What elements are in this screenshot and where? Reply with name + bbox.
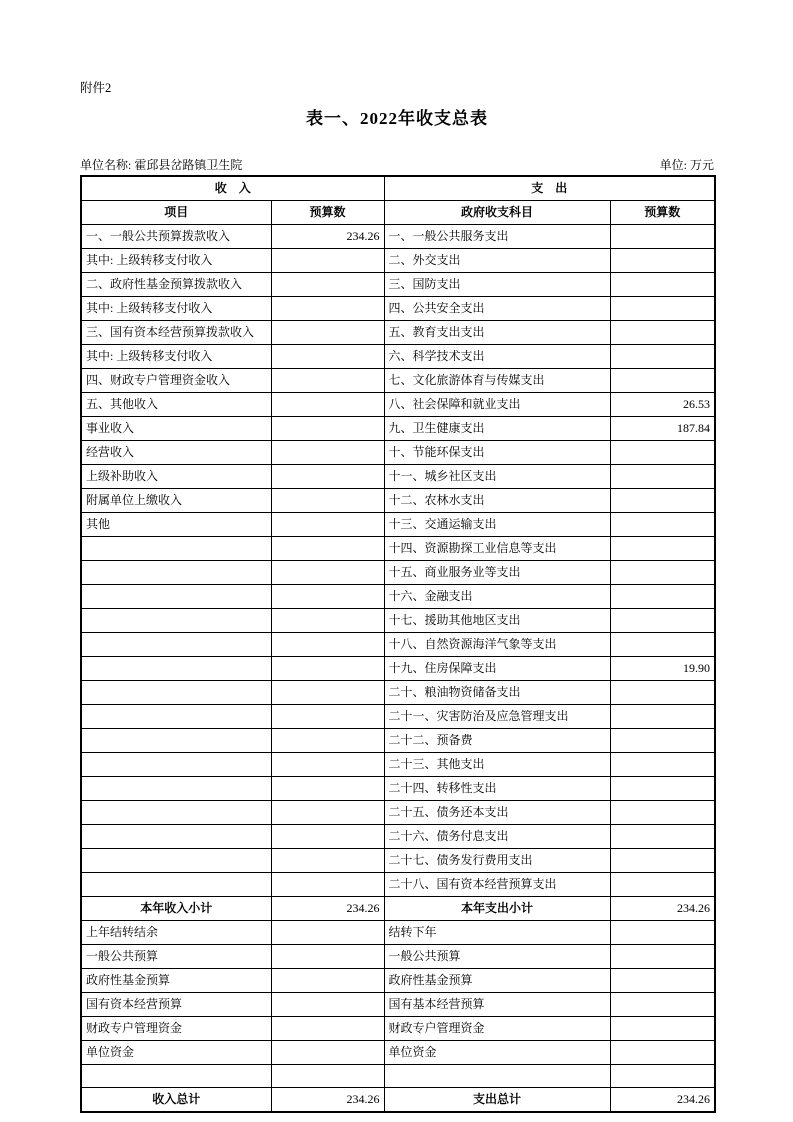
income-item-cell: 其中: 上级转移支付收入 <box>81 345 271 369</box>
income-value-cell <box>271 969 384 993</box>
expenditure-value-cell <box>610 801 715 825</box>
expenditure-value-cell <box>610 969 715 993</box>
table-row <box>81 681 715 705</box>
expenditure-item-cell: 二十三、其他支出 <box>384 753 610 777</box>
income-value-cell <box>271 369 384 393</box>
income-value-cell: 234.26 <box>271 1088 384 1113</box>
expenditure-value-cell <box>610 825 715 849</box>
col-header-income-item: 项目 <box>81 201 271 225</box>
expenditure-value-cell <box>610 753 715 777</box>
table-row <box>81 657 715 681</box>
income-item-cell: 一般公共预算 <box>81 945 271 969</box>
expenditure-value-cell: 234.26 <box>610 1088 715 1113</box>
income-value-cell <box>271 777 384 801</box>
meta-row <box>80 156 714 173</box>
income-item-cell <box>81 753 271 777</box>
table-row <box>81 1065 715 1088</box>
expenditure-item-cell: 二十五、债务还本支出 <box>384 801 610 825</box>
income-item-cell <box>81 681 271 705</box>
col-header-expenditure-item: 政府收支科目 <box>384 201 610 225</box>
income-item-cell: 事业收入 <box>81 417 271 441</box>
table-row <box>81 969 715 993</box>
income-value-cell: 234.26 <box>271 897 384 921</box>
expenditure-value-cell <box>610 705 715 729</box>
income-item-cell <box>81 777 271 801</box>
income-value-cell <box>271 729 384 753</box>
table-row <box>81 321 715 345</box>
table-row <box>81 921 715 945</box>
income-item-cell <box>81 729 271 753</box>
income-value-cell <box>271 321 384 345</box>
budget-table <box>80 175 716 1113</box>
income-item-cell <box>81 633 271 657</box>
table-row <box>81 705 715 729</box>
expenditure-item-cell: 七、文化旅游体育与传媒支出 <box>384 369 610 393</box>
income-item-cell <box>81 561 271 585</box>
expenditure-value-cell <box>610 297 715 321</box>
expenditure-value-cell: 187.84 <box>610 417 715 441</box>
expenditure-item-cell: 九、卫生健康支出 <box>384 417 610 441</box>
table-row <box>81 513 715 537</box>
expenditure-value-cell <box>610 1065 715 1088</box>
table-row <box>81 849 715 873</box>
income-item-cell <box>81 801 271 825</box>
table-row <box>81 825 715 849</box>
attachment-label: 附件2 <box>80 81 112 95</box>
income-item-cell: 二、政府性基金预算拨款收入 <box>81 273 271 297</box>
income-item-cell <box>81 585 271 609</box>
table-row <box>81 753 715 777</box>
unit-of-measure-label: 单位: 万元 <box>659 158 714 172</box>
income-item-cell <box>81 537 271 561</box>
income-value-cell <box>271 921 384 945</box>
expenditure-item-cell: 十一、城乡社区支出 <box>384 465 610 489</box>
income-value-cell <box>271 993 384 1017</box>
income-value-cell <box>271 297 384 321</box>
income-item-cell: 单位资金 <box>81 1041 271 1065</box>
expenditure-item-cell: 十九、住房保障支出 <box>384 657 610 681</box>
income-item-cell: 上年结转结余 <box>81 921 271 945</box>
income-item-cell <box>81 825 271 849</box>
col-header-expenditure-budget: 预算数 <box>610 201 715 225</box>
table-row <box>81 945 715 969</box>
table-row <box>81 993 715 1017</box>
expenditure-item-cell: 二十、粮油物资储备支出 <box>384 681 610 705</box>
expenditure-item-cell: 本年支出小计 <box>384 897 610 921</box>
table-row <box>81 777 715 801</box>
expenditure-item-cell: 政府性基金预算 <box>384 969 610 993</box>
table-row <box>81 609 715 633</box>
income-value-cell <box>271 825 384 849</box>
income-value-cell <box>271 1017 384 1041</box>
income-item-cell: 四、财政专户管理资金收入 <box>81 369 271 393</box>
income-value-cell: 234.26 <box>271 225 384 249</box>
expenditure-value-cell: 26.53 <box>610 393 715 417</box>
table-row <box>81 729 715 753</box>
table-row <box>81 801 715 825</box>
table-row <box>81 1088 715 1113</box>
income-item-cell: 上级补助收入 <box>81 465 271 489</box>
expenditure-item-cell: 八、社会保障和就业支出 <box>384 393 610 417</box>
table-row <box>81 873 715 897</box>
table-body <box>81 225 715 1113</box>
income-item-cell: 本年收入小计 <box>81 897 271 921</box>
income-item-cell: 收入总计 <box>81 1088 271 1113</box>
expenditure-value-cell <box>610 609 715 633</box>
income-value-cell <box>271 1065 384 1088</box>
table-row <box>81 561 715 585</box>
expenditure-item-cell: 二十一、灾害防治及应急管理支出 <box>384 705 610 729</box>
expenditure-value-cell <box>610 345 715 369</box>
expenditure-value-cell <box>610 993 715 1017</box>
column-header-row <box>81 201 715 225</box>
expenditure-value-cell <box>610 1041 715 1065</box>
expenditure-section-header: 支 出 <box>384 176 715 201</box>
expenditure-item-cell: 十七、援助其他地区支出 <box>384 609 610 633</box>
expenditure-value-cell <box>610 369 715 393</box>
income-value-cell <box>271 609 384 633</box>
income-item-cell: 附属单位上缴收入 <box>81 489 271 513</box>
expenditure-value-cell <box>610 777 715 801</box>
table-row <box>81 249 715 273</box>
income-value-cell <box>271 489 384 513</box>
expenditure-value-cell <box>610 1017 715 1041</box>
income-item-cell <box>81 849 271 873</box>
income-item-cell <box>81 705 271 729</box>
table-row <box>81 633 715 657</box>
income-value-cell <box>271 393 384 417</box>
income-item-cell <box>81 1065 271 1088</box>
expenditure-item-cell: 十三、交通运输支出 <box>384 513 610 537</box>
income-item-cell: 国有资本经营预算 <box>81 993 271 1017</box>
expenditure-item-cell: 财政专户管理资金 <box>384 1017 610 1041</box>
income-value-cell <box>271 633 384 657</box>
expenditure-item-cell <box>384 1065 610 1088</box>
income-item-cell: 政府性基金预算 <box>81 969 271 993</box>
expenditure-item-cell: 十二、农林水支出 <box>384 489 610 513</box>
table-row <box>81 585 715 609</box>
income-value-cell <box>271 681 384 705</box>
income-item-cell: 三、国有资本经营预算拨款收入 <box>81 321 271 345</box>
table-row <box>81 537 715 561</box>
income-value-cell <box>271 1041 384 1065</box>
income-item-cell: 其中: 上级转移支付收入 <box>81 249 271 273</box>
income-item-cell <box>81 609 271 633</box>
expenditure-item-cell: 一般公共预算 <box>384 945 610 969</box>
unit-name-label: 单位名称: 霍邱县岔路镇卫生院 <box>80 158 243 172</box>
table-row <box>81 1017 715 1041</box>
expenditure-item-cell: 五、教育支出支出 <box>384 321 610 345</box>
expenditure-item-cell: 六、科学技术支出 <box>384 345 610 369</box>
expenditure-value-cell <box>610 321 715 345</box>
income-value-cell <box>271 753 384 777</box>
col-header-income-budget: 预算数 <box>271 201 384 225</box>
income-value-cell <box>271 249 384 273</box>
expenditure-value-cell <box>610 849 715 873</box>
expenditure-value-cell <box>610 561 715 585</box>
income-value-cell <box>271 417 384 441</box>
income-value-cell <box>271 585 384 609</box>
table-row <box>81 1041 715 1065</box>
expenditure-value-cell <box>610 873 715 897</box>
income-value-cell <box>271 513 384 537</box>
table-row <box>81 369 715 393</box>
expenditure-item-cell: 支出总计 <box>384 1088 610 1113</box>
table-row <box>81 417 715 441</box>
table-row <box>81 393 715 417</box>
income-value-cell <box>271 657 384 681</box>
expenditure-item-cell: 结转下年 <box>384 921 610 945</box>
expenditure-item-cell: 十五、商业服务业等支出 <box>384 561 610 585</box>
income-value-cell <box>271 561 384 585</box>
expenditure-item-cell: 四、公共安全支出 <box>384 297 610 321</box>
income-item-cell: 五、其他收入 <box>81 393 271 417</box>
expenditure-item-cell: 二、外交支出 <box>384 249 610 273</box>
expenditure-item-cell: 二十六、债务付息支出 <box>384 825 610 849</box>
income-item-cell: 财政专户管理资金 <box>81 1017 271 1041</box>
expenditure-value-cell <box>610 921 715 945</box>
page-title: 表一、2022年收支总表 <box>306 109 488 128</box>
section-header-row <box>81 176 715 201</box>
expenditure-value-cell <box>610 273 715 297</box>
expenditure-value-cell <box>610 945 715 969</box>
income-value-cell <box>271 441 384 465</box>
income-value-cell <box>271 465 384 489</box>
table-row <box>81 297 715 321</box>
income-value-cell <box>271 801 384 825</box>
income-value-cell <box>271 705 384 729</box>
table-row <box>81 489 715 513</box>
table-row <box>81 441 715 465</box>
expenditure-value-cell: 19.90 <box>610 657 715 681</box>
income-section-header: 收 入 <box>81 176 384 201</box>
expenditure-item-cell: 二十四、转移性支出 <box>384 777 610 801</box>
expenditure-value-cell <box>610 729 715 753</box>
expenditure-value-cell <box>610 537 715 561</box>
table-row <box>81 897 715 921</box>
income-value-cell <box>271 873 384 897</box>
expenditure-value-cell <box>610 249 715 273</box>
expenditure-value-cell <box>610 513 715 537</box>
expenditure-item-cell: 二十二、预备费 <box>384 729 610 753</box>
table-row <box>81 273 715 297</box>
income-item-cell <box>81 873 271 897</box>
expenditure-value-cell <box>610 225 715 249</box>
expenditure-item-cell: 十六、金融支出 <box>384 585 610 609</box>
expenditure-value-cell <box>610 465 715 489</box>
expenditure-item-cell: 十四、资源勘探工业信息等支出 <box>384 537 610 561</box>
income-item-cell <box>81 657 271 681</box>
expenditure-value-cell: 234.26 <box>610 897 715 921</box>
income-item-cell: 其中: 上级转移支付收入 <box>81 297 271 321</box>
expenditure-value-cell <box>610 441 715 465</box>
income-value-cell <box>271 537 384 561</box>
expenditure-item-cell: 一、一般公共服务支出 <box>384 225 610 249</box>
table-row <box>81 345 715 369</box>
expenditure-item-cell: 十八、自然资源海洋气象等支出 <box>384 633 610 657</box>
income-value-cell <box>271 345 384 369</box>
income-item-cell: 一、一般公共预算拨款收入 <box>81 225 271 249</box>
expenditure-value-cell <box>610 585 715 609</box>
income-item-cell: 经营收入 <box>81 441 271 465</box>
expenditure-item-cell: 单位资金 <box>384 1041 610 1065</box>
expenditure-item-cell: 二十八、国有资本经营预算支出 <box>384 873 610 897</box>
expenditure-item-cell: 三、国防支出 <box>384 273 610 297</box>
income-value-cell <box>271 273 384 297</box>
expenditure-value-cell <box>610 489 715 513</box>
expenditure-value-cell <box>610 681 715 705</box>
expenditure-item-cell: 国有基本经营预算 <box>384 993 610 1017</box>
income-item-cell: 其他 <box>81 513 271 537</box>
expenditure-value-cell <box>610 633 715 657</box>
expenditure-item-cell: 十、节能环保支出 <box>384 441 610 465</box>
income-value-cell <box>271 945 384 969</box>
income-value-cell <box>271 849 384 873</box>
table-row <box>81 465 715 489</box>
expenditure-item-cell: 二十七、债务发行费用支出 <box>384 849 610 873</box>
table-row <box>81 225 715 249</box>
